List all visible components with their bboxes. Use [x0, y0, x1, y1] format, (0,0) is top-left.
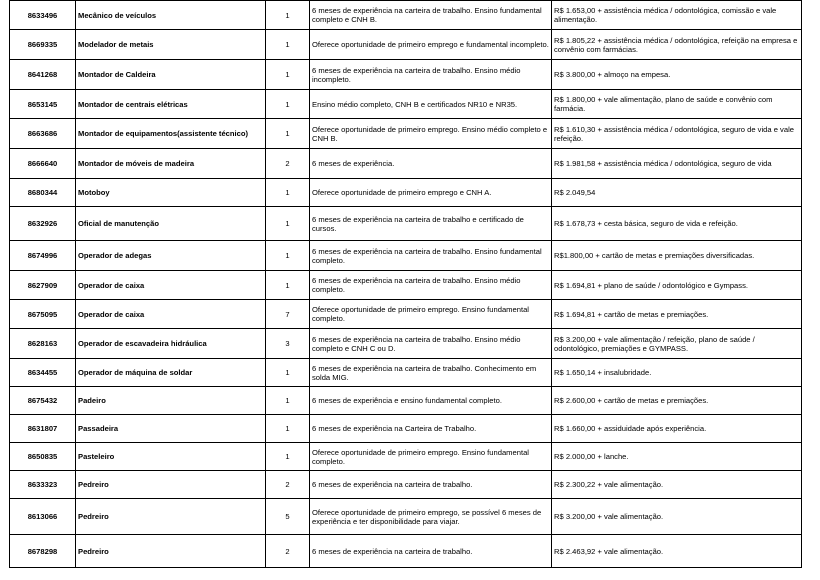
job-title: Oficial de manutenção — [76, 207, 266, 241]
job-code: 8669335 — [10, 30, 76, 60]
job-quantity: 1 — [266, 359, 310, 387]
job-benefits: R$ 2.600,00 + cartão de metas e premiações. — [552, 387, 802, 415]
job-code: 8633496 — [10, 1, 76, 30]
job-openings-table — [9, 0, 802, 568]
job-title: Passadeira — [76, 415, 266, 443]
job-quantity: 1 — [266, 241, 310, 271]
job-title: Motoboy — [76, 179, 266, 207]
job-quantity: 2 — [266, 535, 310, 568]
job-code: 8666640 — [10, 149, 76, 179]
table-row — [10, 1, 802, 30]
job-benefits: R$1.800,00 + cartão de metas e premiações diversificadas. — [552, 241, 802, 271]
job-code: 8627909 — [10, 271, 76, 300]
job-code: 8613066 — [10, 499, 76, 535]
job-code: 8653145 — [10, 90, 76, 119]
job-code: 8631807 — [10, 415, 76, 443]
job-benefits: R$ 1.694,81 + cartão de metas e premiações. — [552, 300, 802, 329]
job-title: Pedreiro — [76, 535, 266, 568]
job-benefits: R$ 1.981,58 + assistência médica / odontológica, seguro de vida — [552, 149, 802, 179]
job-benefits: R$ 1.653,00 + assistência médica / odontológica, comissão e vale alimentação. — [552, 1, 802, 30]
job-quantity: 5 — [266, 499, 310, 535]
job-code: 8634455 — [10, 359, 76, 387]
job-quantity: 1 — [266, 415, 310, 443]
job-code: 8674996 — [10, 241, 76, 271]
table-row — [10, 499, 802, 535]
table-row — [10, 443, 802, 471]
job-requirements: 6 meses de experiência na carteira de trabalho. Conhecimento em solda MIG. — [310, 359, 552, 387]
job-title: Montador de equipamentos(assistente técnico) — [76, 119, 266, 149]
job-quantity: 3 — [266, 329, 310, 359]
table-row — [10, 359, 802, 387]
job-code: 8628163 — [10, 329, 76, 359]
job-title: Operador de escavadeira hidráulica — [76, 329, 266, 359]
job-title: Pedreiro — [76, 499, 266, 535]
job-benefits: R$ 1.650,14 + insalubridade. — [552, 359, 802, 387]
table-row — [10, 60, 802, 90]
job-requirements: Ensino médio completo, CNH B e certificados NR10 e NR35. — [310, 90, 552, 119]
job-title: Operador de adegas — [76, 241, 266, 271]
job-quantity: 1 — [266, 443, 310, 471]
job-requirements: 6 meses de experiência na carteira de trabalho. Ensino médio completo. — [310, 271, 552, 300]
job-requirements: Oferece oportunidade de primeiro emprego. Ensino fundamental completo. — [310, 443, 552, 471]
job-requirements: Oferece oportunidade de primeiro emprego. Ensino fundamental completo. — [310, 300, 552, 329]
job-requirements: Oferece oportunidade de primeiro emprego. Ensino médio completo e CNH B. — [310, 119, 552, 149]
job-code: 8675432 — [10, 387, 76, 415]
job-quantity: 1 — [266, 1, 310, 30]
job-requirements: 6 meses de experiência na carteira de trabalho e certificado de cursos. — [310, 207, 552, 241]
job-benefits: R$ 2.000,00 + lanche. — [552, 443, 802, 471]
job-benefits: R$ 2.300,22 + vale alimentação. — [552, 471, 802, 499]
table-row — [10, 329, 802, 359]
job-title: Pasteleiro — [76, 443, 266, 471]
job-code: 8650835 — [10, 443, 76, 471]
job-quantity: 7 — [266, 300, 310, 329]
job-openings-body — [10, 1, 802, 568]
job-title: Pedreiro — [76, 471, 266, 499]
table-row — [10, 387, 802, 415]
job-code: 8663686 — [10, 119, 76, 149]
job-requirements: 6 meses de experiência na carteira de trabalho. Ensino médio completo e CNH C ou D. — [310, 329, 552, 359]
job-requirements: 6 meses de experiência e ensino fundamental completo. — [310, 387, 552, 415]
job-quantity: 1 — [266, 90, 310, 119]
job-benefits: R$ 3.800,00 + almoço na empesa. — [552, 60, 802, 90]
table-row — [10, 119, 802, 149]
table-row — [10, 535, 802, 568]
job-code: 8675095 — [10, 300, 76, 329]
job-title: Montador de Caldeira — [76, 60, 266, 90]
job-title: Operador de caixa — [76, 271, 266, 300]
job-code: 8641268 — [10, 60, 76, 90]
table-row — [10, 90, 802, 119]
job-requirements: 6 meses de experiência. — [310, 149, 552, 179]
job-benefits: R$ 1.805,22 + assistência médica / odontológica, refeição na empresa e convênio com farmácias. — [552, 30, 802, 60]
table-row — [10, 241, 802, 271]
job-quantity: 1 — [266, 179, 310, 207]
job-benefits: R$ 1.800,00 + vale alimentação, plano de saúde e convênio com farmácia. — [552, 90, 802, 119]
table-row — [10, 179, 802, 207]
table-row — [10, 207, 802, 241]
job-title: Montador de centrais elétricas — [76, 90, 266, 119]
job-benefits: R$ 3.200,00 + vale alimentação. — [552, 499, 802, 535]
job-requirements: 6 meses de experiência na carteira de trabalho. Ensino fundamental completo. — [310, 241, 552, 271]
job-title: Modelador de metais — [76, 30, 266, 60]
job-benefits: R$ 2.049,54 — [552, 179, 802, 207]
job-requirements: 6 meses de experiência na carteira de trabalho. — [310, 535, 552, 568]
job-requirements: Oferece oportunidade de primeiro emprego e fundamental incompleto. — [310, 30, 552, 60]
job-title: Montador de móveis de madeira — [76, 149, 266, 179]
job-requirements: 6 meses de experiência na Carteira de Trabalho. — [310, 415, 552, 443]
job-code: 8633323 — [10, 471, 76, 499]
job-title: Operador de caixa — [76, 300, 266, 329]
job-quantity: 1 — [266, 30, 310, 60]
table-row — [10, 149, 802, 179]
table-row — [10, 30, 802, 60]
table-row — [10, 415, 802, 443]
job-benefits: R$ 2.463,92 + vale alimentação. — [552, 535, 802, 568]
job-code: 8632926 — [10, 207, 76, 241]
job-quantity: 1 — [266, 60, 310, 90]
job-requirements: 6 meses de experiência na carteira de trabalho. Ensino médio incompleto. — [310, 60, 552, 90]
job-title: Operador de máquina de soldar — [76, 359, 266, 387]
table-row — [10, 271, 802, 300]
job-quantity: 1 — [266, 387, 310, 415]
job-code: 8680344 — [10, 179, 76, 207]
job-requirements: 6 meses de experiência na carteira de trabalho. Ensino fundamental completo e CNH B. — [310, 1, 552, 30]
job-requirements: Oferece oportunidade de primeiro emprego e CNH A. — [310, 179, 552, 207]
job-benefits: R$ 1.610,30 + assistência médica / odontológica, seguro de vida e vale refeição. — [552, 119, 802, 149]
job-requirements: 6 meses de experiência na carteira de trabalho. — [310, 471, 552, 499]
job-quantity: 1 — [266, 207, 310, 241]
job-title: Mecânico de veículos — [76, 1, 266, 30]
job-benefits: R$ 1.660,00 + assiduidade após experiência. — [552, 415, 802, 443]
job-title: Padeiro — [76, 387, 266, 415]
job-benefits: R$ 1.694,81 + plano de saúde / odontológico e Gympass. — [552, 271, 802, 300]
job-benefits: R$ 1.678,73 + cesta básica, seguro de vida e refeição. — [552, 207, 802, 241]
job-quantity: 2 — [266, 149, 310, 179]
job-quantity: 1 — [266, 119, 310, 149]
table-row — [10, 300, 802, 329]
table-row — [10, 471, 802, 499]
job-code: 8678298 — [10, 535, 76, 568]
job-quantity: 2 — [266, 471, 310, 499]
job-quantity: 1 — [266, 271, 310, 300]
job-benefits: R$ 3.200,00 + vale alimentação / refeição, plano de saúde / odontológico, premiações e GYMPASS. — [552, 329, 802, 359]
job-requirements: Oferece oportunidade de primeiro emprego, se possível 6 meses de experiência e ter disponibilidade para viajar. — [310, 499, 552, 535]
